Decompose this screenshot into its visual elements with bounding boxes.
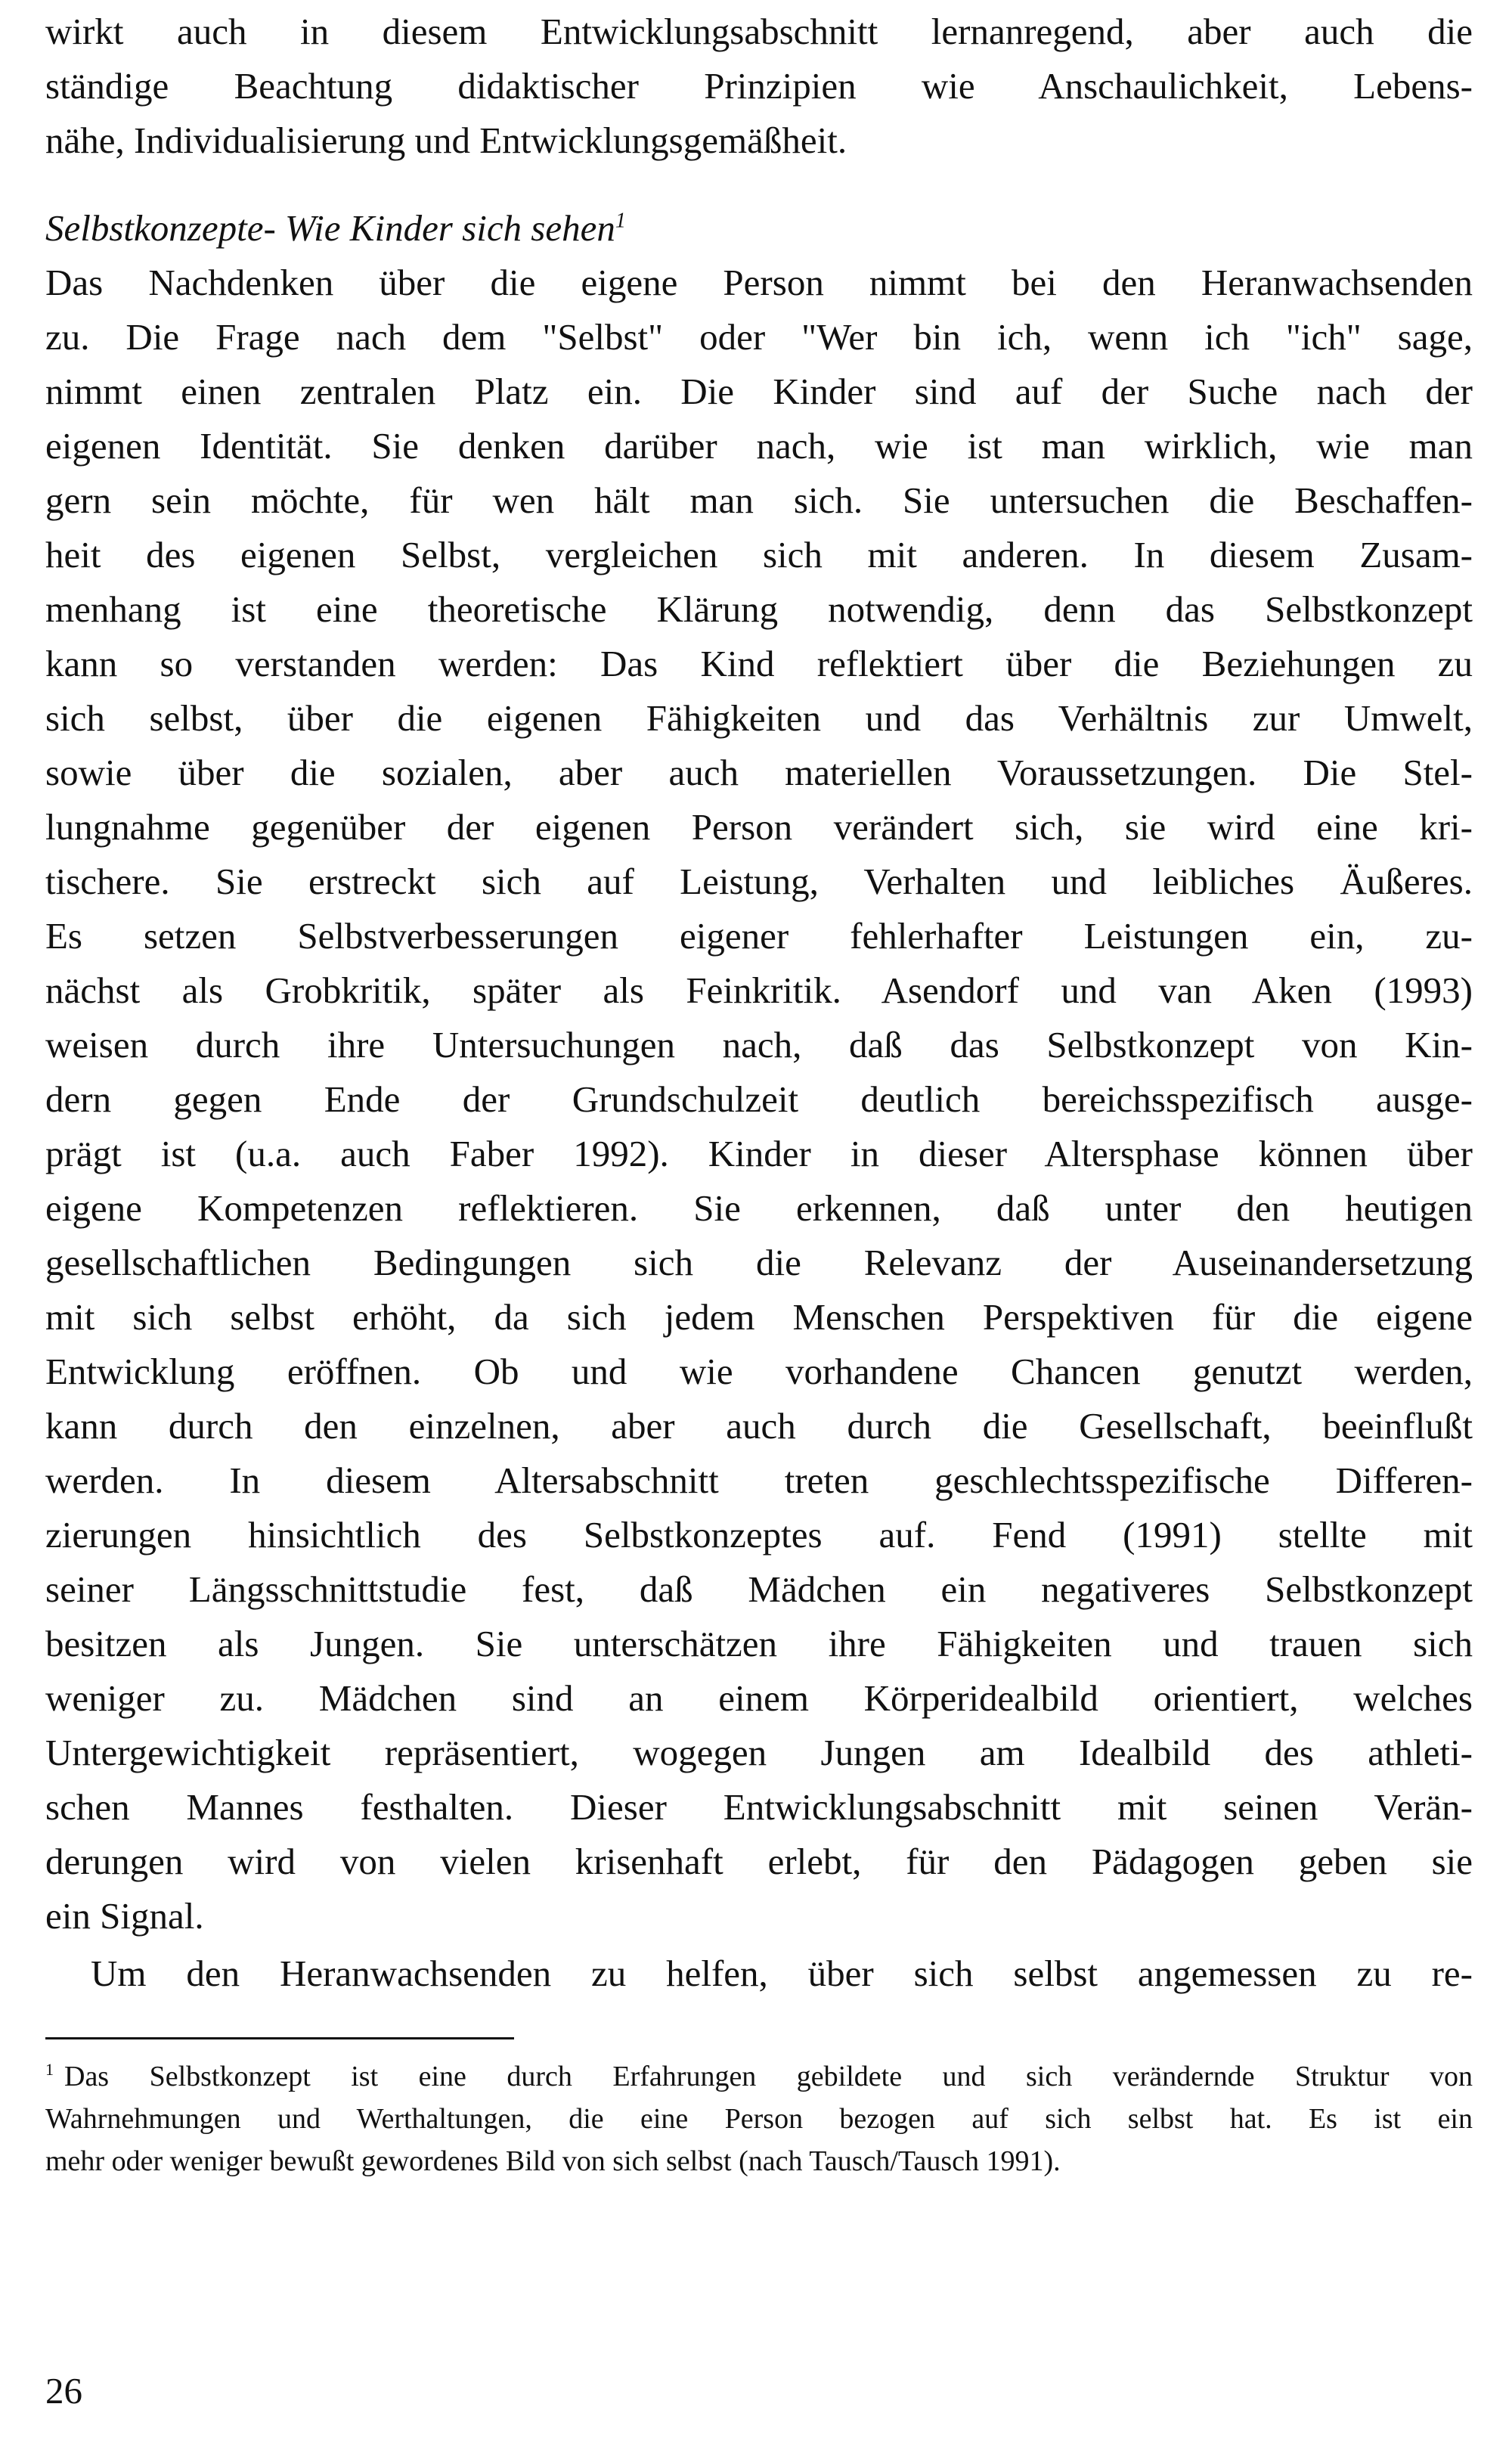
- body-line-3: nähe, Individualisierung und Entwicklungsgemäßheit.: [45, 119, 847, 161]
- section-heading: [45, 201, 1473, 256]
- paragraph-line-11: lungnahme gegenüber der eigenen Person verändert sich, sie wird eine kri-: [45, 806, 1473, 848]
- paragraph-line-5: gern sein möchte, für wen hält man sich. Sie untersuchen die Beschaffen-: [45, 479, 1473, 521]
- footnote-reference: 1: [615, 209, 626, 233]
- paragraph-line-9: sich selbst, über die eigenen Fähigkeiten und das Verhältnis zur Umwelt,: [45, 697, 1473, 739]
- paragraph-line-21: Entwicklung eröffnen. Ob und wie vorhandene Chancen genutzt werden,: [45, 1351, 1473, 1392]
- footnote-separator: [45, 2037, 514, 2039]
- paragraph-line-28: Untergewichtigkeit repräsentiert, wogegen Jungen am Idealbild des athleti-: [45, 1732, 1473, 1773]
- paragraph-line-13: Es setzen Selbstverbesserungen eigener fehlerhafter Leistungen ein, zu-: [45, 915, 1473, 957]
- body-line-1: wirkt auch in diesem Entwicklungsabschnitt lernanregend, aber auch die: [45, 11, 1473, 52]
- footnote-marker: 1: [45, 2060, 54, 2080]
- body-line-2: ständige Beachtung didaktischer Prinzipien wie Anschaulichkeit, Lebens-: [45, 65, 1473, 107]
- document-page: [45, 0, 1473, 2438]
- paragraph-line-14: nächst als Grobkritik, später als Feinkritik. Asendorf und van Aken (1993): [45, 969, 1473, 1011]
- next-paragraph-line: Um den Heranwachsenden zu helfen, über sich selbst angemessen zu re-: [91, 1953, 1473, 1994]
- paragraph-line-6: heit des eigenen Selbst, vergleichen sich mit anderen. In diesem Zusam-: [45, 534, 1473, 575]
- paragraph-line-8: kann so verstanden werden: Das Kind reflektiert über die Beziehungen zu: [45, 643, 1473, 684]
- paragraph-line-15: weisen durch ihre Untersuchungen nach, daß das Selbstkonzept von Kin-: [45, 1024, 1473, 1065]
- paragraph-line-12: tischere. Sie erstreckt sich auf Leistung, Verhalten und leibliches Äußeres.: [45, 861, 1473, 902]
- paragraph-line-16: dern gegen Ende der Grundschulzeit deutlich bereichsspezifisch ausge-: [45, 1078, 1473, 1120]
- paragraph-line-2: zu. Die Frage nach dem "Selbst" oder "Wer bin ich, wenn ich "ich" sage,: [45, 316, 1473, 358]
- footnote-line-1: [45, 2055, 1473, 2098]
- paragraph-line-18: eigene Kompetenzen reflektieren. Sie erkennen, daß unter den heutigen: [45, 1187, 1473, 1229]
- paragraph-line-25: seiner Längsschnittstudie fest, daß Mädchen ein negativeres Selbstkonzept: [45, 1568, 1473, 1610]
- paragraph-line-26: besitzen als Jungen. Sie unterschätzen ihre Fähigkeiten und trauen sich: [45, 1623, 1473, 1664]
- paragraph-line-19: gesellschaftlichen Bedingungen sich die Relevanz der Auseinandersetzung: [45, 1242, 1473, 1283]
- paragraph-line-27: weniger zu. Mädchen sind an einem Körperidealbild orientiert, welches: [45, 1677, 1473, 1719]
- section-heading-text: Selbstkonzepte- Wie Kinder sich sehen: [45, 207, 615, 249]
- paragraph-line-4: eigenen Identität. Sie denken darüber nach, wie ist man wirklich, wie man: [45, 425, 1473, 467]
- paragraph-line-31: ein Signal.: [45, 1895, 204, 1937]
- paragraph-line-30: derungen wird von vielen krisenhaft erlebt, für den Pädagogen geben sie: [45, 1841, 1473, 1882]
- paragraph-line-23: werden. In diesem Altersabschnitt treten geschlechtsspezifische Differen-: [45, 1459, 1473, 1501]
- paragraph-line-7: menhang ist eine theoretische Klärung notwendig, denn das Selbstkonzept: [45, 588, 1473, 630]
- paragraph-line-24: zierungen hinsichtlich des Selbstkonzeptes auf. Fend (1991) stellte mit: [45, 1514, 1473, 1556]
- paragraph-line-20: mit sich selbst erhöht, da sich jedem Menschen Perspektiven für die eigene: [45, 1296, 1473, 1338]
- paragraph-line-17: prägt ist (u.a. auch Faber 1992). Kinder in dieser Altersphase können über: [45, 1133, 1473, 1174]
- paragraph-line-10: sowie über die sozialen, aber auch materiellen Voraussetzungen. Die Stel-: [45, 752, 1473, 793]
- paragraph-line-22: kann durch den einzelnen, aber auch durch die Gesellschaft, beeinflußt: [45, 1405, 1473, 1447]
- footnote-line-2: Wahrnehmungen und Werthaltungen, die eine Person bezogen auf sich selbst hat. Es ist ein: [45, 2103, 1473, 2135]
- paragraph-line-3: nimmt einen zentralen Platz ein. Die Kinder sind auf der Suche nach der: [45, 371, 1473, 412]
- paragraph-line-1: Das Nachdenken über die eigene Person nimmt bei den Heranwachsenden: [45, 262, 1473, 303]
- paragraph-line-29: schen Mannes festhalten. Dieser Entwicklungsabschnitt mit seinen Verän-: [45, 1786, 1473, 1828]
- footnote-line-3: mehr oder weniger bewußt gewordenes Bild von sich selbst (nach Tausch/Tausch 1991).: [45, 2145, 1061, 2177]
- page-number: 26: [45, 2370, 82, 2412]
- footnote-line-1-text: Das Selbstkonzept ist eine durch Erfahrungen gebildete und sich verändernde Struktur von: [64, 2061, 1473, 2092]
